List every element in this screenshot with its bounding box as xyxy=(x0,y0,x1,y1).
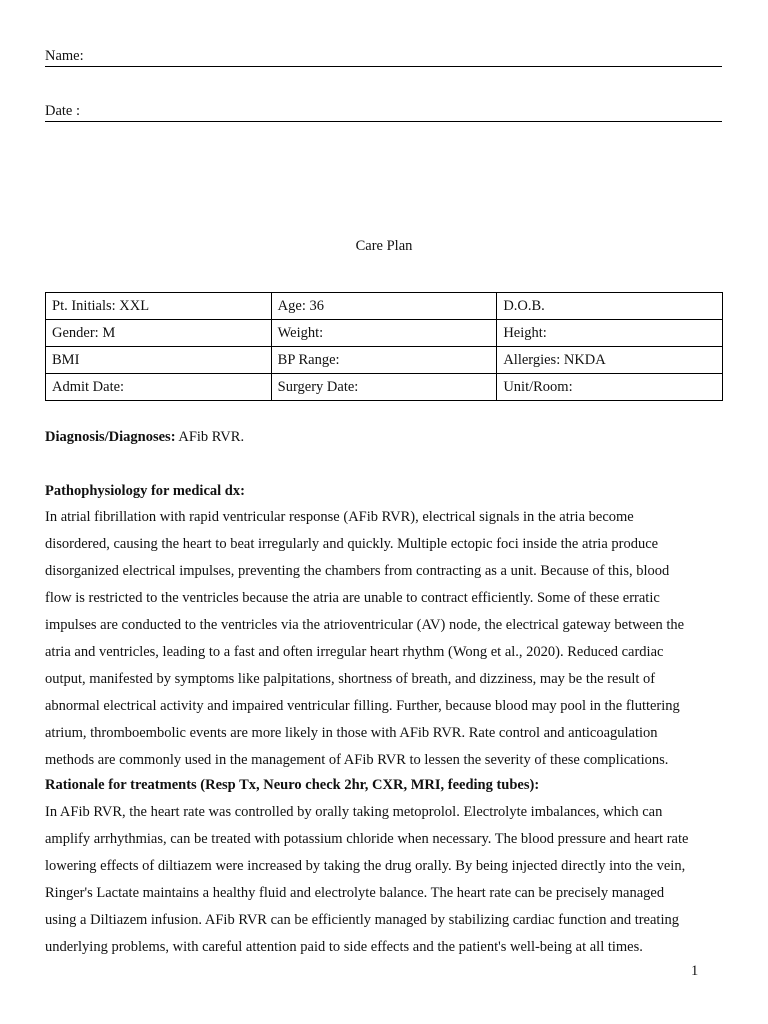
paragraph-line: abnormal electrical activity and impaired ventricular filling. Further, because blood may pool in the fluttering xyxy=(45,698,680,714)
diagnosis-line xyxy=(45,429,725,446)
paragraph-line: atrium, thromboembolic events are more likely in those with AFib RVR. Rate control and anticoagulation xyxy=(45,725,658,741)
table-cell: Gender: M xyxy=(46,320,272,347)
diagnosis-value: AFib RVR. xyxy=(175,429,245,445)
table-row xyxy=(46,347,723,374)
table-cell: Age: 36 xyxy=(271,293,497,320)
table-cell: Surgery Date: xyxy=(271,374,497,401)
page-number: 1 xyxy=(691,963,699,979)
paragraph-line: flow is restricted to the ventricles because the atria are unable to contract efficiently. Some of these erratic xyxy=(45,590,660,606)
paragraph-line: In AFib RVR, the heart rate was controlled by orally taking metoprolol. Electrolyte imbalances, which can xyxy=(45,804,663,820)
paragraph-line: In atrial fibrillation with rapid ventricular response (AFib RVR), electrical signals in the atria become xyxy=(45,509,634,525)
name-field[interactable] xyxy=(45,45,722,67)
paragraph-line: impulses are conducted to the ventricles via the atrioventricular (AV) node, the electrical gateway between the xyxy=(45,617,685,633)
paragraph-line: output, manifested by symptoms like palpitations, shortness of breath, and dizziness, may be the result of xyxy=(45,671,656,687)
paragraph-line: methods are commonly used in the management of AFib RVR to lessen the severity of these complications. xyxy=(45,752,669,768)
date-label: Date : xyxy=(45,103,81,119)
table-cell: D.O.B. xyxy=(497,293,723,320)
pathophysiology-paragraph xyxy=(45,504,725,774)
paragraph-line: disordered, causing the heart to beat irregularly and quickly. Multiple ectopic foci inside the atria produce xyxy=(45,536,659,552)
name-label: Name: xyxy=(45,48,84,64)
rationale-heading: Rationale for treatments (Resp Tx, Neuro check 2hr, CXR, MRI, feeding tubes): xyxy=(45,777,540,793)
table-cell: Allergies: NKDA xyxy=(497,347,723,374)
paragraph-line: lowering effects of diltiazem were increased by taking the drug orally. By being injected directly into the vein, xyxy=(45,858,686,874)
table-row xyxy=(46,374,723,401)
table-row xyxy=(46,320,723,347)
paragraph-line: amplify arrhythmias, can be treated with potassium chloride when necessary. The blood pressure and heart rate xyxy=(45,831,689,847)
table-cell: Weight: xyxy=(271,320,497,347)
pathophysiology-heading: Pathophysiology for medical dx: xyxy=(45,483,245,499)
paragraph-line: atria and ventricles, leading to a fast and often irregular heart rhythm (Wong et al., 2020). Reduced cardiac xyxy=(45,644,664,660)
table-cell: BMI xyxy=(46,347,272,374)
table-cell: Pt. Initials: XXL xyxy=(46,293,272,320)
paragraph-line: disorganized electrical impulses, preventing the chambers from contracting as a unit. Because of this, blood xyxy=(45,563,670,579)
table-cell: Admit Date: xyxy=(46,374,272,401)
paragraph-line: Ringer's Lactate maintains a healthy fluid and electrolyte balance. The heart rate can be precisely managed xyxy=(45,885,665,901)
diagnosis-label: Diagnosis/Diagnoses: xyxy=(45,429,176,445)
patient-info-table xyxy=(45,292,723,401)
table-cell: BP Range: xyxy=(271,347,497,374)
rationale-paragraph xyxy=(45,799,725,961)
paragraph-line: using a Diltiazem infusion. AFib RVR can be efficiently managed by stabilizing cardiac function and treating xyxy=(45,912,679,928)
page-title: Care Plan xyxy=(355,238,413,254)
table-cell: Unit/Room: xyxy=(497,374,723,401)
paragraph-line: underlying problems, with careful attention paid to side effects and the patient's well-being at all times. xyxy=(45,939,643,955)
table-row xyxy=(46,293,723,320)
table-cell: Height: xyxy=(497,320,723,347)
date-field[interactable] xyxy=(45,100,722,122)
